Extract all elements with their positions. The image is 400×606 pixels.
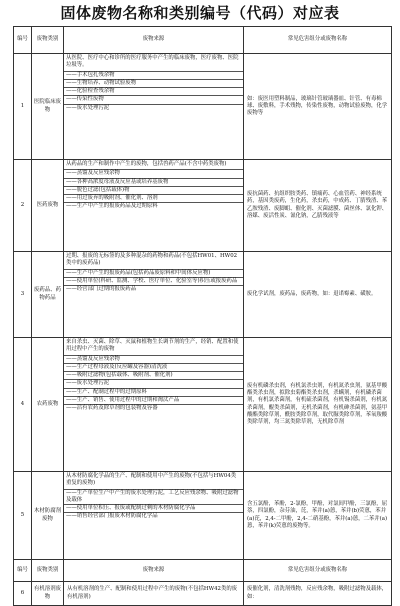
- source-subitem: ——蒸馏及反应残余物: [64, 355, 243, 363]
- source-description: 从医院、医疗中心和诊所的医疗服务中产生的临床废物，医疗废物、医院垃圾等。: [66, 55, 239, 69]
- page-title: 固体废物名称和类别编号（代码）对应表: [60, 4, 340, 22]
- table-header-row-repeat: [14, 560, 392, 582]
- source-subitem: ——使用单位(科研、监测、学校、医疗单位、化验室等)积压或报废药品: [64, 277, 243, 285]
- table-row: [14, 338, 392, 472]
- table-row: [14, 54, 392, 160]
- source-subitem: ——使用单位积压、报废或配制过剩的木材防腐化学品: [64, 504, 243, 512]
- source-subitem: ——手术包扎残余物: [64, 71, 243, 79]
- row-source: [64, 160, 244, 252]
- source-subitem: ——废水处理污泥: [64, 379, 243, 387]
- row-source: [64, 338, 244, 472]
- source-subitem: ——生产、配制过程中的过期原料: [64, 388, 243, 396]
- waste-code-table: [13, 26, 392, 606]
- source-subitem: ——各种高浓度母液及反应基或培养基废物: [64, 178, 243, 186]
- source-description: 过期、报废的无标签的及多种混杂的药物和药品(不包括HW01、HW02类中的废药品): [66, 253, 238, 267]
- row-no: 2: [14, 160, 32, 252]
- row-components: 废抗菌药、抗组织胺类药、镇痛药、心血管药、神经系统药，基因类废药，生化药，杀虫药，中成药、丁腈残渣、苯乙胺残渣、废脚蛆、催化剂、灭菌滤膜、菌丝体、氯化钾、溶媒、废活性炭、氰化钠，乙腈残液等: [244, 160, 392, 252]
- source-subitem: ——生产中产生的报废药品及过期原料: [64, 202, 243, 210]
- header-source: 废物来源: [64, 27, 244, 54]
- header-no: 编号: [14, 27, 32, 54]
- source-subitem: ——生产过程母液及(反应罐及容器)清洗液: [64, 363, 243, 371]
- table-row: [14, 472, 392, 560]
- table-header-row: [14, 27, 392, 54]
- row-components: 含五氯酚，苯酚，2-氯酚，甲酚，对氯间甲酚，三氯酚，屈萘，四氯酚，杂芬油，芘，苯并(a)蒽，苯并(b)荧蒽，苯并(a)芘，2,4-二甲酚，2,4-二硝基酚，苯并(a)蒽，二苯并(a)蒽，苯并(k)荧蒽的废物等。: [244, 472, 392, 560]
- row-components: 废有机磷杀虫剂，有机氯杀虫剂，有机氮杀虫剂，氨基甲酸酯类杀虫剂，拟除虫菊酯类杀虫剂，杀螨剂，有机磷杀菌剂，有机氯杀菌剂，有机硫杀菌剂，有机锡杀菌剂，有机氮杀菌剂，醌类杀菌剂，无机杀菌剂，有机砷杀菌剂，氨基甲酸酯类除草剂，酰胺类除草剂，取代脲类除草剂，苯氧羧酸类除草剂，均三氮类除草剂，无机除草剂: [244, 338, 392, 472]
- row-components: 如：废医用塑料制品，玻璃针管玻璃器皿、针管、有毒棉球、废敷料，手术残物，传染性废物，动物试验废物，化学废物等: [244, 54, 392, 160]
- source-description: 来自杀虫、灭菌、除草、灭鼠和植物生长调节剂的生产，经销、配置和使用过程中产生的废物: [66, 339, 239, 353]
- row-source: [64, 252, 244, 338]
- source-subitem: ——生产中产生的报废药品(包括药品废原料和中间体反应物): [64, 269, 243, 277]
- source-subitem: ——生产、销售、使用过程中的过期和淘汰产品: [64, 396, 243, 404]
- header-category: 废物类别: [32, 27, 64, 54]
- row-category: 有机溶剂废物: [32, 582, 64, 606]
- header-components: 常见危害组分或废物名称: [244, 560, 392, 582]
- source-subitem: ——脱色过滤(包括载体)物: [64, 186, 243, 194]
- header-components: 常见危害组分或废物名称: [244, 27, 392, 54]
- row-source: [64, 54, 244, 160]
- table-row: [14, 252, 392, 338]
- source-subitem: ——废水处理污泥: [64, 104, 243, 112]
- row-components: 废催化剂，清洗剂残物，反应残余物，吸附过滤物及载体，如：: [244, 582, 392, 606]
- source-subitem: ——销售经营部门报废木材防腐化学品: [64, 512, 243, 520]
- row-components: 废化学试剂，废药品，废药物，如：退诺霉素、磺胺。: [244, 252, 392, 338]
- source-subitem: ——化验检查残余物: [64, 87, 243, 95]
- source-description: 从药品的生产和制作中产生的废物，包括兽药产品(不含中药类废物): [66, 161, 227, 167]
- header-category: 废物类别: [32, 560, 64, 582]
- table-row: [14, 582, 392, 606]
- header-source: 废物来源: [64, 560, 244, 582]
- row-no: 6: [14, 582, 32, 606]
- source-subitem: ——吸附过滤物(包括载体、吸附剂、催化剂): [64, 371, 243, 379]
- source-subitem: ——传染性废物: [64, 95, 243, 103]
- source-description: 从木材防腐化学品的生产、配制和使用中产生的废物(不包括与HW04类重复的废物): [66, 473, 237, 487]
- source-subitem: ——用过废弃的吸附剂、催化剂、溶剂: [64, 194, 243, 202]
- row-category: 农药废物: [32, 338, 64, 472]
- header-no: 编号: [14, 560, 32, 582]
- source-subitem: ——生物培养、动物试验废物: [64, 79, 243, 87]
- row-no: 4: [14, 338, 32, 472]
- source-subitem: ——沾有农药及除草剂的包装物及容器: [64, 404, 243, 412]
- row-category: 木材防腐剂废物: [32, 472, 64, 560]
- source-description: 从有机溶剂的生产、配制和使用过程中产生的废物(不包括HW42类的废有机溶剂): [64, 582, 244, 606]
- source-subitem: ——经营部门过期的报废药品: [64, 285, 243, 293]
- source-subitem: ——生产单位生产中产生的废水处理污泥，工艺反应残余物、吸附过滤物及载体: [64, 489, 243, 505]
- source-subitem: ——蒸馏及反应残余物: [64, 169, 243, 177]
- row-source: [64, 472, 244, 560]
- row-no: 5: [14, 472, 32, 560]
- row-category: 废药品、药物药品: [32, 252, 64, 338]
- table-row: [14, 160, 392, 252]
- row-no: 1: [14, 54, 32, 160]
- row-category: 医药废物: [32, 160, 64, 252]
- row-category: 医院临床废物: [32, 54, 64, 160]
- row-no: 3: [14, 252, 32, 338]
